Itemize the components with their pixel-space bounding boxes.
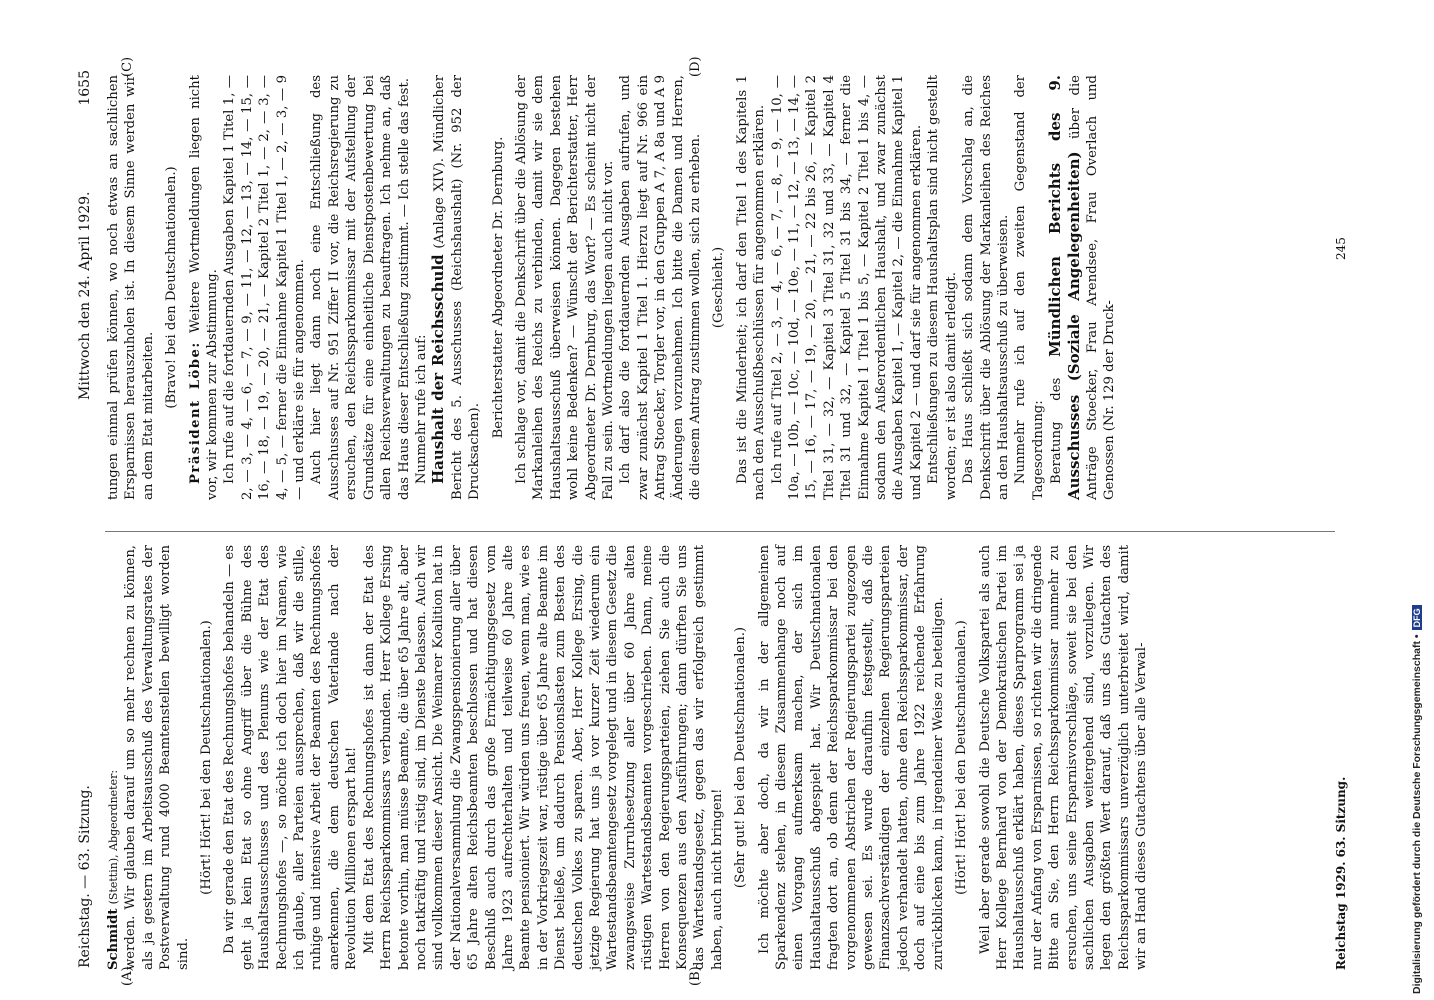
- paragraph: Entschließungen zu diesem Haushaltsplan sind nicht gestellt worden; er ist also damit erledigt.: [926, 75, 959, 500]
- left-column: [105, 545, 1151, 970]
- running-header: Reichstag. — 63. Sitzung.: [77, 785, 93, 968]
- paragraph: Das ist die Minderheit; ich darf den Titel 1 des Kapitels 1 nach den Ausschußbeschlüssen für angenommen erklären.: [734, 75, 768, 500]
- credit-text: Digitalisierung gefördert durch die Deutsche Forschungsgemeinschaft •: [1411, 634, 1423, 994]
- agenda-item-rest: (Anlage XIV). Mündlicher Bericht des 5. Ausschusses (Reichshaushalt) (Nr. 952 der Drucksachen).: [432, 75, 483, 500]
- paragraph: tungen einmal prüfen können, wo noch etwas an sachlichen Ersparnissen herauszuholen ist. In diesem Sinne werden wir an dem Etat mitarbeiten.: [106, 75, 156, 500]
- paragraph: Weil aber gerade sowohl die Deutsche Volkspartei als auch Herr Kollege Bernhard von der Demokratischen Partei im Haushaltausschuß erklärt haben, dieses Sparprogramm sei ja nur der Anfang von Ersparnissen, so richten wir die dringende Bitte an Sie, den Herrn Reichssparkommissar nunmehr zu ersuchen, uns seine Ersparnisvorschläge, soweit sie bei den sachlichen Ausgaben weitergehend sind, vorzulegen. Wir legen den größten Wert darauf, daß uns das Gutachten des Reichssparkommissars unverzüglich unterbreitet wird, damit wir an Hand dieses Gutachtens über alle Verwal-: [977, 545, 1150, 970]
- paragraph: Mit dem Etat des Rechnungshofes ist dann der Etat des Herrn Reichssparkommissars verbunden. Herr Kollege Ersing betonte vorhin, man müsse Beamte, die über 65 Jahre alt, aber noch tatkräftig und rüstig sind, im Dienste belassen. Auch wir sind vollkommen dieser Ansicht. Die Weimarer Koalition hat in der Nationalversammlung die Zwangspensionierung aller über 65 Jahre alten Reichsbeamten beschlossen und hat diesen Beschluß auch durch das große Ermächtigungsgesetz vom Jahre 1923 aufrechterhalten und teilweise 60 Jahre alte Beamte pensioniert. Wir würden uns freuen, wenn man, wie es in der Vorkriegszeit war, rüstige über 65 Jahre alte Beamte im Dienst beließe, um dadurch Pensionslasten zum Besten des deutschen Volkes zu sparen. Aber, Herr Kollege Ersing, die jetzige Regierung hat uns ja vor kurzer Zeit wiederum ein Wartestandsbeamtengesetz vorgelegt und in diesem Gesetz die zwangsweise Zurruhesetzung aller über 60 Jahre alten rüstigen Wartestandsbeamten vorgeschrieben. Dann, meine Herren von den Regierungsparteien, ziehen Sie auch die Konsequenzen aus den Ausführungen; dann dürften Sie uns das Wartestandsgesetz, gegen das wir erfolgreich gestimmt haben, auch nicht bringen!: [361, 545, 725, 970]
- margin-marker-d: (D): [688, 56, 703, 77]
- paragraph: Das Haus schließt sich sodann dem Vorschlag an, die Denkschrift über die Ablösung der Markanleihen des Reiches an den Haushaltsausschuß zu überweisen.: [961, 75, 1011, 500]
- margin-marker-b: (B): [688, 966, 703, 986]
- agenda-item: [1047, 75, 1119, 500]
- paragraph: Ich möchte aber doch, da wir in der allgemeinen Sparkendenz stehen, in diesem Zusammenhange noch auf einen Vorgang aufmerksam machen, der sich im Haushaltausschuß abgespielt hat. Wir Deutschnationalen fragten dort an, ob denn der Reichssparkommissar bei den vorgenommenen Abstrichen der Regierungspartei zugezogen gewesen sei. Es wurde daraufhin festgestellt, daß die Finanzsachverständigen der einzelnen Regierungsparteien jedoch verhandelt hatten, ohne den Reichssparkommissar, der doch auf eine bis zum Jahre 1922 reichende Erfahrung zurückblicken kann, in irgendeiner Weise zu beteiligen.: [756, 545, 946, 970]
- paragraph: Nunmehr rufe ich auf:: [413, 334, 429, 484]
- right-column: [105, 75, 1119, 500]
- speaker-name: Schmidt: [106, 908, 121, 970]
- interjection: (Hört! Hört! bei den Deutschnationalen.): [199, 620, 215, 895]
- agenda-item: [430, 75, 483, 500]
- paragraph: Da wir gerade den Etat des Rechnungshofes behandeln — es geht ja kein Etat so ohne Angriff über die Bühne des Haushaltsausschusses und des Plenums wie der Etat des Rechnungshofes —, so möchte ich doch hier im Namen, wie ich glaube, aller Parteien aussprechen, daß wir die stille, ruhige und intensive Arbeit der Beamten des Rechnungshofes anerkennen, die dem deutschen Vaterlande nach der Revolution Millionen erspart hat!: [222, 545, 360, 970]
- paragraph: Ich schlage vor, damit die Denkschrift über die Ablösung der Markanleihen des Reichs zu verbinden, damit wir sie dem Haushaltsausschuß überweisen können. Dagegen bestehen wohl keine Bedenken? — Wünscht der Berichterstatter, Herr Abgeordneter Dr. Dernburg, das Wort? — Es scheint nicht der Fall zu sein. Wortmeldungen liegen auch nicht vor.: [513, 75, 616, 500]
- signature-mark: 245: [1334, 237, 1348, 260]
- agenda-item-title: Haushalt der Reichsschuld: [429, 254, 448, 484]
- page-number: 1655: [77, 70, 93, 106]
- speaker-line: [105, 545, 122, 970]
- rotated-page: [75, 56, 1375, 986]
- paragraph: Ich rufe auf Titel 2, — 3, — 4, — 6, — 7, — 8, — 9, — 10, — 10a, — 10b, — 10c, — 10d, — 10e, — 11, — 12, — 13, — 14, — 15, — 16, — 17, — 19, — 20, — 21, — 22 bis 26, — Kapitel 2 Titel 31, — 32, — Kapitel 3 Titel 31, 32 und 33, — Kapitel 4 Titel 31 und 32, — Kapitel 5 Titel 31 bis 34, — ferner die Einnahme Kapitel 1 Titel 1 bis 5, — Kapitel 2 Titel 1 bis 4, — sodann den Außerordentlichen Haushalt, und zwar zunächst die Ausgaben Kapitel 1, — Kapitel 2, — die Einnahme Kapitel 1 und Kapitel 2 — und darf sie für angenommen erklären.: [769, 75, 924, 500]
- paragraph: Auch hier liegt dann noch eine Entschließung des Ausschusses auf Nr. 951 Ziffer II vor, die Reichsregierung zu ersuchen, den Reichssparkommissar mit der Aufstellung der Grundsätze für eine einheitliche Dienstpostenbewertung bei allen Reichsverwaltungen zu beauftragen. Ich nehme an, daß das Haus dieser Entschließung zustimmt. — Ich stelle das fest.: [309, 75, 412, 500]
- interjection: (Geschieht.): [711, 246, 727, 329]
- paragraph: Nunmehr rufe ich auf den zweiten Gegenstand der Tagesordnung:: [1013, 75, 1046, 500]
- margin-marker-c: (C): [120, 56, 135, 77]
- paragraph: Ich darf also die fortdauernden Ausgaben aufrufen, und zwar zunächst Kapitel 1 Titel 1. Hierzu liegt auf Nr. 966 ein Antrag Stoecker, Torgler vor, in den Gruppen A 7, A 8a und A 9 Änderungen vorzunehmen. Ich bitte die Damen und Herren, die diesem Antrag zustimmen wollen, sich zu erheben.: [618, 75, 703, 500]
- agenda-item-pre: Beratung des: [1049, 377, 1065, 484]
- speaker-note: (Stettin), Abgeordneter:: [107, 769, 120, 905]
- president-label: Präsident Löbe:: [187, 341, 203, 484]
- paragraph: werden. Wir glauben darauf um so mehr rechnen zu können, als ja gestern im Arbeitsausschuß des Verwaltungsrates der Postverwaltung rund 4000 Beamtenstellen bewilligt worden sind.: [123, 545, 191, 970]
- interjection: (Bravo! bei den Deutschnationalen.): [164, 166, 180, 409]
- interjection: (Sehr gut! bei den Deutschnationalen.): [733, 626, 749, 889]
- paragraph: Ich rufe auf die fortdauernden Ausgaben Kapitel 1 Titel 1, — 2, — 3, — 4, — 6, — 7, — 9, — 11, — 12, — 13, — 14, — 15, — 16, — 18, — 19, — 20, — 21, — Kapitel 2 Titel 1, — 2, — 3, — 4, — 5, — ferner die Einnahme Kapitel 1 Titel 1, — 2, — 3, — 9 — und erkläre sie für angenommen.: [222, 75, 308, 500]
- president-text: Weitere Wortmeldungen liegen nicht vor, wir kommen zur Abstimmung.: [187, 75, 221, 500]
- agenda-item-title: Mündlichen Berichts des 9. Ausschusses (Soziale Angelegenheiten): [1046, 75, 1083, 500]
- header-date: Mittwoch den 24. April 1929.: [77, 191, 93, 400]
- interjection: (Hört! Hört! bei den Deutschnationalen.): [954, 620, 970, 895]
- president-line: [187, 75, 222, 500]
- margin-marker-a: (A): [120, 966, 135, 986]
- dfg-logo: DFG: [1412, 605, 1422, 630]
- digitization-credit: [1411, 4, 1427, 994]
- footer-signature: Reichstag 1929. 63. Sitzung.: [1334, 776, 1348, 970]
- rapporteur: Berichterstatter Abgeordneter Dr. Dernburg.: [490, 136, 506, 439]
- agenda-item-rest: über die Anträge Stoecker, Frau Arendsee, Frau Overlach und Genossen (Nr. 129 der Druck-: [1067, 75, 1118, 500]
- column-divider: [105, 531, 1335, 532]
